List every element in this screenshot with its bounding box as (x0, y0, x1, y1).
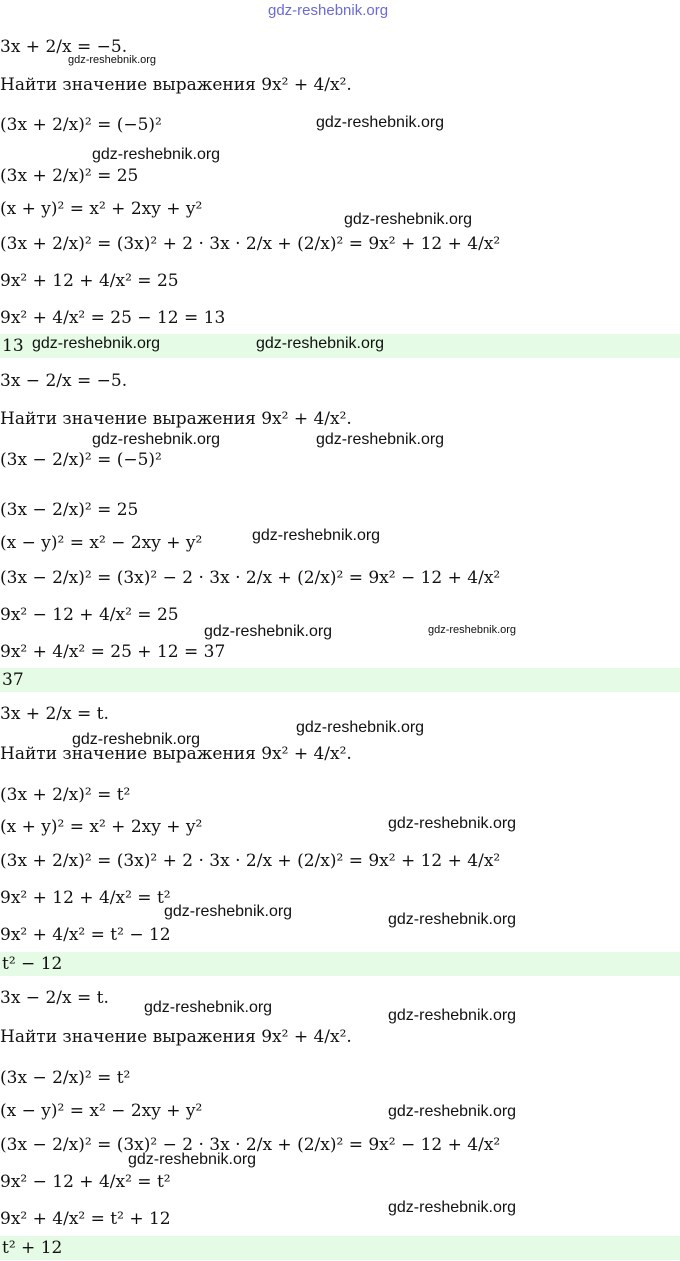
watermark: gdz-reshebnik.org (296, 719, 425, 736)
watermark: gdz-reshebnik.org (316, 431, 445, 448)
math-line: 3x + 2/x = −5. (0, 37, 128, 57)
watermark: gdz-reshebnik.org (144, 999, 273, 1016)
watermark: gdz-reshebnik.org (164, 903, 293, 920)
math-line: (3x + 2/x)² = 25 (0, 166, 139, 186)
math-line: 9x² − 12 + 4/x² = t² (0, 1172, 171, 1192)
task-line: Найти значение выражения 9x² + 4/x². (0, 409, 352, 429)
math-line: 9x² + 12 + 4/x² = 25 (0, 271, 179, 291)
watermark-top[interactable]: gdz-reshebnik.org (268, 2, 389, 19)
watermark: gdz-reshebnik.org (128, 1151, 257, 1168)
math-line: (3x − 2/x)² = (3x)² − 2 · 3x · 2/x + (2/x)² = 9x² − 12 + 4/x² (0, 1135, 501, 1155)
math-line: 9x² + 4/x² = 25 + 12 = 37 (0, 642, 226, 662)
watermark: gdz-reshebnik.org (388, 1007, 517, 1024)
math-line: (3x − 2/x)² = (3x)² − 2 · 3x · 2/x + (2/x)² = 9x² − 12 + 4/x² (0, 568, 501, 588)
math-line: (3x + 2/x)² = (3x)² + 2 · 3x · 2/x + (2/x)² = 9x² + 12 + 4/x² (0, 234, 501, 254)
math-line: 9x² + 4/x² = t² − 12 (0, 925, 171, 945)
answer-value: t² + 12 (2, 1238, 63, 1258)
watermark: gdz-reshebnik.org (204, 623, 333, 640)
math-line: 9x² − 12 + 4/x² = 25 (0, 605, 179, 625)
watermark: gdz-reshebnik.org (344, 211, 473, 228)
watermark: gdz-reshebnik.org (252, 527, 381, 544)
task-line: Найти значение выражения 9x² + 4/x². (0, 744, 352, 764)
math-line: 9x² + 12 + 4/x² = t² (0, 888, 171, 908)
watermark: gdz-reshebnik.org (316, 114, 445, 131)
watermark: gdz-reshebnik.org (388, 911, 517, 928)
math-line: (3x − 2/x)² = 25 (0, 500, 139, 520)
answer-value: 37 (2, 670, 24, 690)
answer-bar (0, 1236, 680, 1260)
math-line: 3x − 2/x = −5. (0, 371, 128, 391)
watermark: gdz-reshebnik.org (388, 1103, 517, 1120)
watermark: gdz-reshebnik.org (92, 431, 221, 448)
watermark: gdz-reshebnik.org (428, 624, 517, 636)
watermark: gdz-reshebnik.org (388, 1199, 517, 1216)
math-line: (x + y)² = x² + 2xy + y² (0, 199, 203, 219)
math-line: (3x + 2/x)² = (−5)² (0, 115, 162, 135)
watermark: gdz-reshebnik.org (68, 54, 157, 66)
task-line: Найти значение выражения 9x² + 4/x². (0, 1027, 352, 1047)
answer-value: 13 (2, 336, 24, 356)
answer-bar (0, 952, 680, 976)
math-line: 9x² + 4/x² = 25 − 12 = 13 (0, 308, 226, 328)
math-line: 3x + 2/x = t. (0, 704, 109, 724)
watermark: gdz-reshebnik.org (32, 335, 161, 352)
answer-bar (0, 668, 680, 692)
math-line: 9x² + 4/x² = t² + 12 (0, 1209, 171, 1229)
answer-value: t² − 12 (2, 954, 63, 974)
watermark: gdz-reshebnik.org (388, 815, 517, 832)
math-line: (3x − 2/x)² = (−5)² (0, 450, 162, 470)
math-line: (3x − 2/x)² = t² (0, 1068, 131, 1088)
math-line: (x − y)² = x² − 2xy + y² (0, 533, 203, 553)
task-line: Найти значение выражения 9x² + 4/x². (0, 75, 352, 95)
watermark: gdz-reshebnik.org (92, 146, 221, 163)
math-line: (x − y)² = x² − 2xy + y² (0, 1101, 203, 1121)
watermark: gdz-reshebnik.org (72, 731, 201, 748)
math-line: (3x + 2/x)² = t² (0, 785, 131, 805)
math-line: 3x − 2/x = t. (0, 988, 109, 1008)
math-line: (3x + 2/x)² = (3x)² + 2 · 3x · 2/x + (2/x)² = 9x² + 12 + 4/x² (0, 851, 501, 871)
math-line: (x + y)² = x² + 2xy + y² (0, 817, 203, 837)
watermark: gdz-reshebnik.org (256, 335, 385, 352)
